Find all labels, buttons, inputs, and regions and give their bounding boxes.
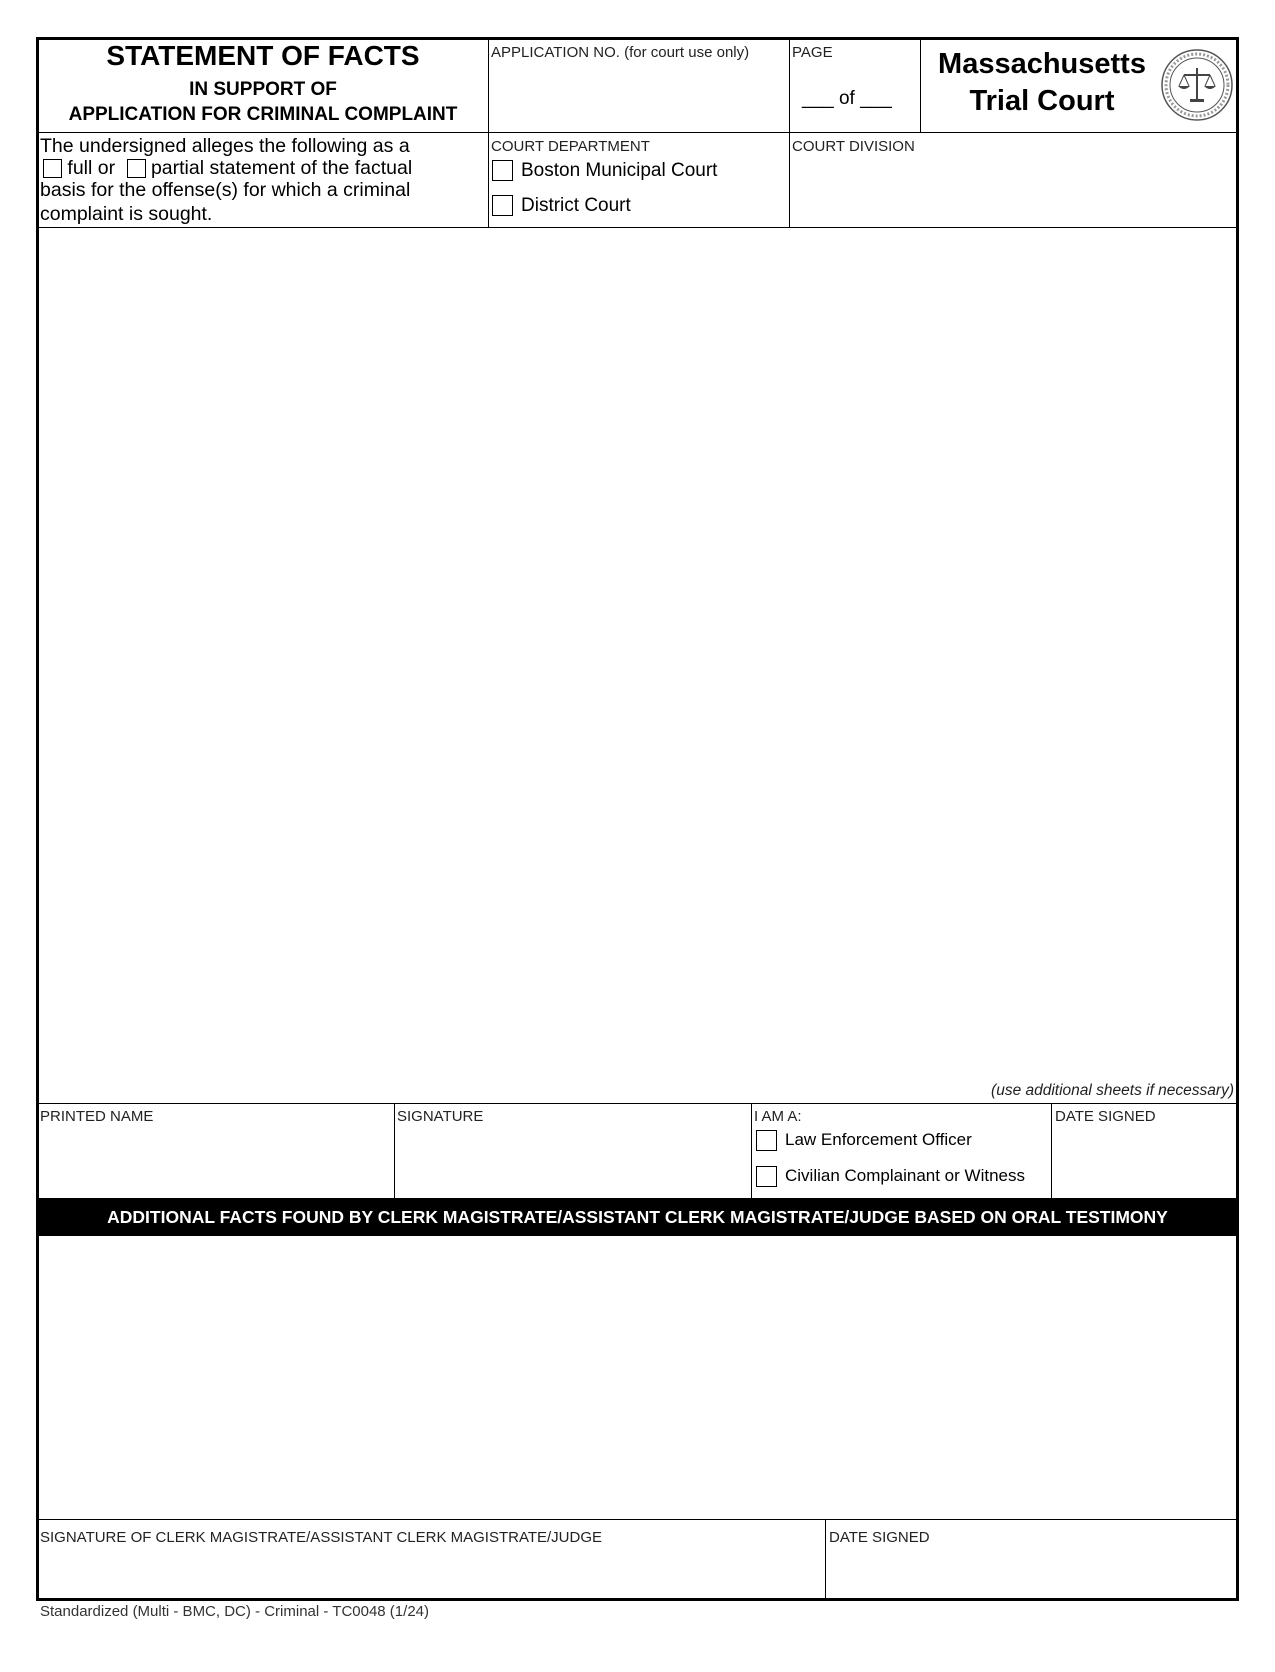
divider [488,39,489,227]
civilian-label: Civilian Complainant or Witness [785,1166,1025,1185]
district-court-checkbox[interactable] [492,195,513,216]
divider [789,39,790,227]
scales-of-justice-seal-icon [1160,48,1234,122]
boston-municipal-court-label: Boston Municipal Court [521,160,718,181]
clerk-signature-label: SIGNATURE OF CLERK MAGISTRATE/ASSISTANT CLERK MAGISTRATE/JUDGE [40,1529,603,1546]
application-no-label: APPLICATION NO. (for court use only) [491,44,750,61]
divider [38,1519,1236,1520]
allegation-line-3: basis for the offense(s) for which a criminal [40,179,411,201]
additional-sheets-note: (use additional sheets if necessary) [991,1082,1234,1099]
option-law-enforcement[interactable] [756,1130,972,1151]
option-boston-municipal-court[interactable] [492,160,717,182]
signature-field[interactable] [396,1128,750,1196]
printed-name-label: PRINTED NAME [40,1108,154,1125]
application-no-field[interactable] [490,64,787,130]
divider [38,1103,1236,1104]
court-division-field[interactable] [791,158,1234,225]
form-title: STATEMENT OF FACTS [106,40,420,71]
court-department-label: COURT DEPARTMENT [491,138,650,155]
full-label: full or [67,157,116,179]
allegation-line-1: The undersigned alleges the following as a [40,135,410,157]
partial-statement-checkbox[interactable] [127,159,146,178]
date-signed-label: DATE SIGNED [1055,1108,1156,1125]
divider [920,39,921,132]
full-statement-checkbox[interactable] [43,159,62,178]
allegation-line-4: complaint is sought. [40,203,213,225]
divider [394,1103,395,1198]
page-of-field[interactable]: ___ of ___ [802,88,892,109]
divider [825,1519,826,1599]
clerk-date-signed-field[interactable] [828,1548,1235,1598]
divider [751,1103,752,1198]
civilian-checkbox[interactable] [756,1166,777,1187]
law-enforcement-label: Law Enforcement Officer [785,1130,972,1149]
divider [38,132,1236,133]
option-civilian[interactable] [756,1166,1025,1187]
statement-text-area[interactable] [39,229,1235,1079]
partial-label: partial statement of the factual [150,157,413,179]
form-subtitle-2: APPLICATION FOR CRIMINAL COMPLAINT [68,104,458,125]
district-court-label: District Court [521,195,631,216]
clerk-signature-field[interactable] [39,1548,823,1598]
page-label: PAGE [792,44,833,61]
divider [1051,1103,1052,1198]
additional-facts-bar: ADDITIONAL FACTS FOUND BY CLERK MAGISTRATE/ASSISTANT CLERK MAGISTRATE/JUDGE BASED ON ORAL TESTIMONY [39,1198,1236,1236]
form-subtitle-1: IN SUPPORT OF [189,79,337,100]
divider [38,227,1236,228]
printed-name-field[interactable] [39,1128,393,1196]
date-signed-field[interactable] [1053,1128,1235,1196]
court-name-2: Trial Court [969,85,1115,117]
option-district-court[interactable] [492,195,631,217]
additional-facts-text-area[interactable] [39,1238,1235,1517]
court-division-label: COURT DIVISION [792,138,915,155]
signature-label: SIGNATURE [397,1108,484,1125]
form-footer: Standardized (Multi - BMC, DC) - Criminal - TC0048 (1/24) [40,1603,429,1620]
boston-municipal-court-checkbox[interactable] [492,160,513,181]
law-enforcement-checkbox[interactable] [756,1130,777,1151]
court-name-1: Massachusetts [938,48,1146,80]
allegation-line-2 [43,157,412,179]
i-am-a-label: I AM A: [754,1108,802,1125]
clerk-date-signed-label: DATE SIGNED [829,1529,930,1546]
